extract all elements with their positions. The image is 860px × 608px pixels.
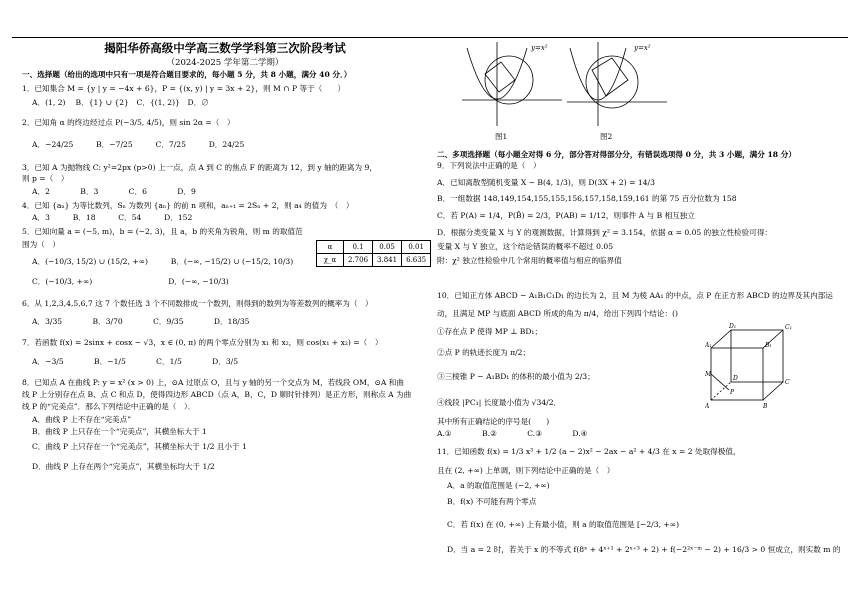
q5-options-row1: A．(−10/3, 15/2) ∪ (15/2, +∞) B．(−∞, −15/2) ∪ (−15/2, 10/3) bbox=[32, 257, 294, 266]
q10-statement-4: ④线段 |PC₁| 长度最小值为 √34/2． bbox=[437, 398, 562, 407]
chi-table-cell: 6.635 bbox=[402, 254, 431, 267]
q1-options: A．(1, 2) B．{1} ∪ {2} C．{(1, 2)} D．∅ bbox=[32, 98, 209, 107]
q6-options: A．3/35 B．3/70 C．9/35 D．18/35 bbox=[32, 317, 250, 326]
q3-stem-line2: 则 p =（ ） bbox=[22, 174, 69, 183]
top-rule bbox=[12, 37, 848, 38]
q3-stem-line1: 3．已知 A 为抛物线 C: y²=2px (p>0) 上一点，点 A 到 C 的焦点 F 的距离为 12，到 y 轴的距离为 9， bbox=[22, 163, 377, 172]
q9-option-d-line1: D．根据分类变量 X 与 Y 的观测数据，计算得到 χ² = 3.154，依据 α = 0.05 的独立性检验可得： bbox=[437, 228, 773, 237]
chi-table-cell: 3.841 bbox=[373, 254, 402, 267]
q9-option-d-line2: 变量 X 与 Y 独立，这个结论错误的概率不超过 0.05 bbox=[437, 242, 614, 251]
q3-options: A．2 B．3 C．6 D．9 bbox=[32, 187, 196, 196]
chi-square-table bbox=[316, 240, 431, 267]
cube-label-c: C bbox=[785, 379, 790, 386]
q11-option-d: D．当 a = 2 时，若关于 x 的不等式 f(8ˣ + 4ˣ⁺¹ + 2ˣ⁺³ + 2) + f(−2²ˣ⁻ᵐ − 2) + 16/3 > 0 恒成立，则实数 m 的 bbox=[447, 545, 841, 554]
q11-option-a: A．a 的取值范围是 (−2, +∞) bbox=[447, 481, 550, 490]
chi-table-cell: 0.1 bbox=[344, 241, 373, 254]
chi-table-value-row bbox=[317, 254, 431, 267]
figure-2-curve-label: y=x² bbox=[634, 44, 651, 52]
figure-1-curve-label: y=x² bbox=[531, 44, 548, 52]
figure-2-caption: 图2 bbox=[600, 132, 613, 141]
q11-option-c: C．若 f(x) 在 (0, +∞) 上有最小值，则 a 的取值范围是 [−2/3, +∞) bbox=[447, 520, 680, 529]
q4-options: A．3 B．18 C．54 D．152 bbox=[32, 213, 193, 222]
q10-statement-2: ②点 P 的轨迹长度为 π/2； bbox=[437, 348, 531, 357]
cube-label-a1: A₁ bbox=[705, 342, 712, 349]
q5-options-row2: C．(−10/3, +∞) D．(−∞, −10/3) bbox=[32, 277, 229, 286]
q9-stem: 9．下列说法中正确的是（ ） bbox=[437, 161, 541, 170]
q1-stem: 1．已知集合 M = {y | y = −4x + 6}，P = {(x, y) | y = 3x + 2}，则 M ∩ P 等于（ ） bbox=[22, 84, 346, 93]
cube-label-b1: B₁ bbox=[765, 342, 772, 349]
q11-option-b: B．f(x) 不可能有两个零点 bbox=[447, 497, 537, 506]
q10-statement-3: ③三棱锥 P − A₁BD₁ 的体积的最小值为 2/3； bbox=[437, 372, 595, 381]
q8-stem-line3: 线 P 的“完美点”．那么下列结论中正确的是（ ）． bbox=[22, 402, 196, 411]
section1-heading: 一、选择题（给出的选项中只有一项是符合题目要求的，每小题 5 分，共 8 小题，满分 40 分．） bbox=[22, 70, 352, 79]
q8-option-b: B．曲线 P 上只存在一个“完美点”，其横坐标大于 1 bbox=[32, 427, 207, 436]
q8-stem-line1: 8．已知点 A 在曲线 P: y = x² (x > 0) 上，⊙A 过原点 O，且与 y 轴的另一个交点为 M，若线段 OM，⊙A 和曲 bbox=[22, 378, 404, 387]
figure-1-caption: 图1 bbox=[495, 132, 508, 141]
q10-statement-1: ①存在点 P 使得 MP ⊥ BD₁； bbox=[437, 327, 543, 336]
q8-option-c: C．曲线 P 上只存在一个“完美点”，其横坐标大于 1/2 且小于 1 bbox=[32, 442, 247, 451]
figure-1-parabola-circle bbox=[457, 40, 567, 128]
q5-stem-line1: 5．已知向量 a = (−5, m)，b = (−2, 3)，且 a，b 的夹角为锐角，则 m 的取值范 bbox=[22, 227, 303, 236]
q5-stem-line2: 围为（ ） bbox=[22, 240, 60, 249]
q10-options: A.① B.② C.③ D.④ bbox=[437, 429, 588, 438]
q4-stem: 4．已知 {aₙ} 为等比数列，Sₙ 为数列 {aₙ} 的前 n 项和，aₙ₊₁ = 2Sₙ + 2，则 a₄ 的值为 （ ） bbox=[22, 201, 354, 210]
q9-option-c: C．若 P(A) = 1/4，P(B̄) = 2/3，P(AB) = 1/12，则事件 A 与 B 相互独立 bbox=[437, 211, 695, 220]
q6-stem: 6．从 1,2,3,4,5,6,7 这 7 个数任选 3 个不同数排成一个数列，则得到的数列为等差数列的概率为（ ） bbox=[22, 299, 373, 308]
q10-question: 其中所有正确结论的序号是( ) bbox=[437, 417, 550, 426]
q7-stem: 7．若函数 f(x) = 2sinx + cosx − √3，x ∈ (0, π) 的两个零点分别为 x₁ 和 x₂，则 cos(x₁ + x₂) =（ ） bbox=[22, 338, 383, 347]
cube-figure bbox=[705, 320, 805, 420]
chi-table-header-row bbox=[317, 241, 431, 254]
q11-stem-line2: 且在 (2, +∞) 上单调，则下列结论中正确的是（ ） bbox=[437, 466, 615, 475]
cube-label-p: P bbox=[730, 389, 735, 396]
q10-stem-line1: 10．已知正方体 ABCD − A₁B₁C₁D₁ 的边长为 2，且 M 为棱 AA₁ 的中点，点 P 在正方形 ABCD 的边界及其内部运 bbox=[437, 291, 833, 300]
q8-option-a: A．曲线 P 上不存在“完美点” bbox=[32, 415, 132, 424]
cube-label-m: M bbox=[705, 371, 712, 378]
figure-2-parabola-circle bbox=[562, 40, 672, 128]
q2-stem: 2．已知角 α 的终边经过点 P(−3/5, 4/5)，则 sin 2α =（ ） bbox=[22, 118, 235, 127]
cube-label-c1: C₁ bbox=[785, 324, 792, 331]
chi-table-cell: α bbox=[317, 241, 344, 254]
cube-label-a: A bbox=[705, 403, 710, 410]
exam-subtitle: （2024-2025 学年第二学期） bbox=[166, 58, 284, 68]
q11-stem-line1: 11．已知函数 f(x) = 1/3 x³ + 1/2 (a − 2)x² − 2ax − a² + 4/3 在 x = 2 处取得极值， bbox=[437, 447, 741, 456]
section2-heading: 二、多项选择题（每小题全对得 6 分，部分答对得部分分，有错误选项得 0 分，共 3 小题，满分 18 分） bbox=[437, 150, 796, 159]
q2-options: A．−24/25 B．−7/25 C．7/25 D．24/25 bbox=[32, 140, 245, 149]
q9-option-b: B．一组数据 148,149,154,155,155,156,157,158,159,161 的第 75 百分位数为 158 bbox=[437, 194, 737, 203]
q10-stem-line2: 动，且满足 MP 与底面 ABCD 所成的角为 π/4，给出下列四个结论：() bbox=[437, 309, 679, 318]
cube-label-b: B bbox=[763, 403, 768, 410]
chi-table-cell: 0.05 bbox=[373, 241, 402, 254]
q7-options: A．−3/5 B．−1/5 C．1/5 D．3/5 bbox=[32, 357, 239, 366]
exam-title: 揭阳华侨高级中学高三数学学科第三次阶段考试 bbox=[104, 41, 346, 55]
cube-label-d1: D₁ bbox=[729, 323, 737, 330]
q9-note: 附：χ² 独立性检验中几个常用的概率值与相应的临界值 bbox=[437, 256, 622, 265]
chi-table-cell: χ_α bbox=[317, 254, 344, 267]
q8-option-d: D．曲线 P 上存在两个“完美点”，其横坐标均大于 1/2 bbox=[32, 462, 215, 471]
q8-stem-line2: 线 P 上分别存在点 B、点 C 和点 D，使得四边形 ABCD（点 A，B，C，D 顺时针排列）是正方形，则称点 A 为曲 bbox=[22, 390, 412, 399]
chi-table-cell: 0.01 bbox=[402, 241, 431, 254]
chi-table-cell: 2.706 bbox=[344, 254, 373, 267]
cube-label-d: D bbox=[733, 375, 738, 382]
q9-option-a: A．已知离散型随机变量 X ~ B(4, 1/3)，则 D(3X + 2) = 14/3 bbox=[437, 178, 655, 187]
